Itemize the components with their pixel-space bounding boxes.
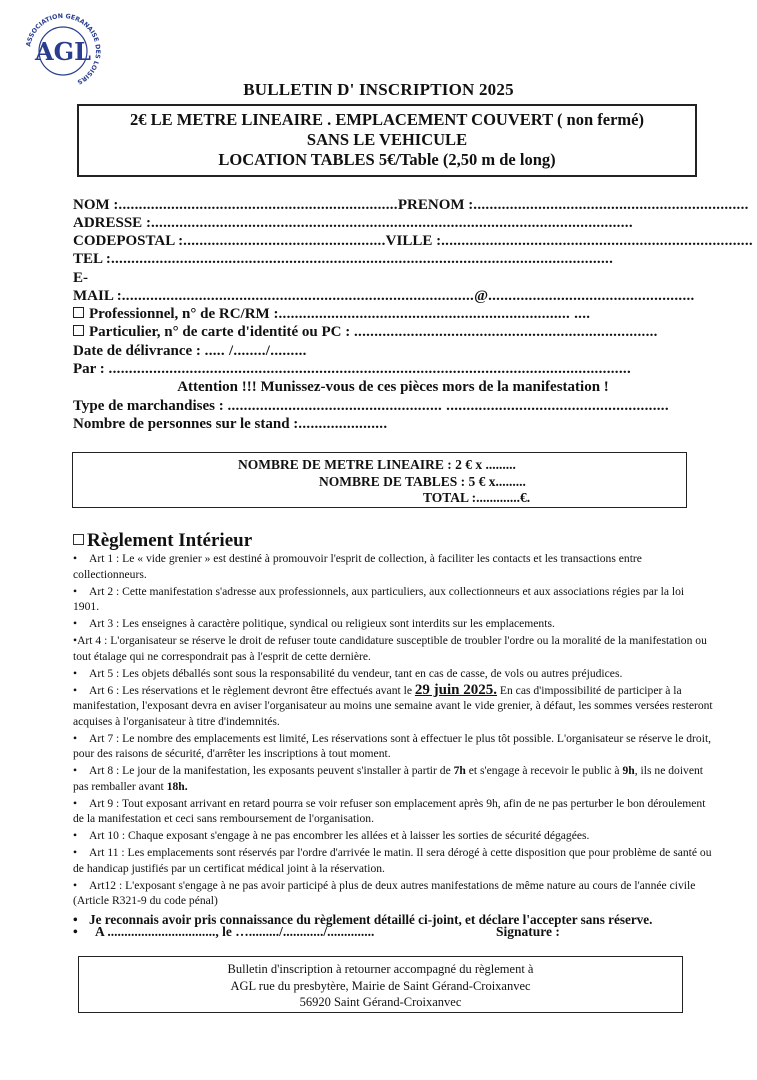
return-line-3: 56920 Saint Gérand-Croixanvec bbox=[299, 995, 462, 1009]
particulier-field[interactable]: ........................................................................... bbox=[353, 324, 658, 340]
email-at: @ bbox=[474, 288, 489, 304]
reglement-checkbox-icon bbox=[73, 534, 84, 545]
nombre-personnes-label: Nombre de personnes sur le stand : bbox=[73, 416, 299, 432]
reglement-articles bbox=[73, 551, 713, 928]
par-row bbox=[73, 361, 631, 378]
adresse-field[interactable]: ....................................................................................................................... bbox=[150, 215, 633, 231]
prenom-field[interactable]: .................................................................... bbox=[473, 197, 749, 213]
article-12: • Art12 : L'exposant s'engage à ne pas avoir participé à plus de deux autres manifestations de même nature au cours de l'année civile (Article R321-9 du code pénal) bbox=[73, 878, 696, 907]
date-delivrance-field[interactable]: ..... /......../......... bbox=[204, 343, 307, 359]
article-7: • Art 7 : Le nombre des emplacements est limité, Les réservations sont à effectuer le plus tôt possible. L'organisateur se réserve le droit, pour des raisons de sécurité, d'arrêter les inscriptions à tout moment. bbox=[73, 731, 712, 760]
date-delivrance-label: Date de délivrance : bbox=[73, 343, 201, 359]
nom-prenom-row bbox=[73, 197, 749, 214]
email-prefix: E- bbox=[73, 270, 88, 286]
total-line[interactable]: TOTAL :.............€. bbox=[423, 490, 531, 505]
lieu-label: A bbox=[95, 924, 105, 939]
tel-field[interactable]: ............................................................................................................................ bbox=[110, 251, 614, 267]
prenom-label: PRENOM : bbox=[397, 197, 474, 213]
codepostal-field[interactable]: .................................................. bbox=[183, 233, 386, 249]
acknowledgement: • Je reconnais avoir pris connaissance du règlement détaillé ci-joint, et déclare l'accepter sans réserve. bbox=[73, 911, 653, 927]
article-9: • Art 9 : Tout exposant arrivant en retard pourra se voir refuser son emplacement après 9h, afin de ne pas perturber le bon déroulement de la manifestation et ceci sans remboursement de l'organisation. bbox=[73, 796, 706, 825]
particulier-checkbox[interactable] bbox=[73, 325, 84, 336]
return-line-1: Bulletin d'inscription à retourner accompagné du règlement à bbox=[227, 962, 534, 976]
particulier-label: Particulier, n° de carte d'identité ou PC : bbox=[89, 324, 351, 340]
date-label: , le bbox=[215, 924, 232, 939]
type-marchandises-row bbox=[73, 398, 669, 415]
tel-label: TEL : bbox=[73, 251, 111, 267]
email-local-field[interactable]: ....................................................................................... bbox=[121, 288, 475, 304]
professionnel-checkbox[interactable] bbox=[73, 307, 84, 318]
attention-notice: Attention !!! Munissez-vous de ces pièces mors de la manifestation ! bbox=[177, 379, 609, 395]
particulier-row bbox=[73, 324, 658, 341]
type-marchandises-field[interactable]: ..................................................... ....................................................... bbox=[227, 398, 669, 414]
pricing-line-3: LOCATION TABLES 5€/Table (2,50 m de long) bbox=[218, 150, 556, 169]
nombre-personnes-row bbox=[73, 416, 387, 433]
ville-field[interactable]: ............................................................................. bbox=[441, 233, 753, 249]
deadline-date: 29 juin 2025. bbox=[414, 681, 497, 698]
return-address-box bbox=[78, 956, 683, 1013]
tel-row bbox=[73, 251, 613, 268]
pricing-line-1: 2€ LE METRE LINEAIRE . EMPLACEMENT COUVERT ( non fermé) bbox=[129, 110, 644, 129]
metres-lineaires-line[interactable]: NOMBRE DE METRE LINEAIRE : 2 € x ......... bbox=[238, 457, 516, 472]
email-label: MAIL : bbox=[73, 288, 122, 304]
email-row bbox=[73, 288, 695, 305]
email-domain-field[interactable]: ................................................... bbox=[488, 288, 695, 304]
signature-line: • A ................................, le …........./............/.............. Signature : bbox=[73, 924, 560, 939]
article-2: • Art 2 : Cette manifestation s'adresse aux professionnels, aux particuliers, aux collectionneurs et aux associations régies par la loi 1901. bbox=[73, 584, 685, 613]
nom-field[interactable]: ..................................................................... bbox=[118, 197, 398, 213]
pricing-info-box bbox=[77, 104, 697, 177]
logo-letters: AGL bbox=[35, 37, 91, 66]
par-field[interactable]: ................................................................................................................................. bbox=[108, 361, 631, 377]
date-delivrance-row bbox=[73, 343, 307, 360]
par-label: Par : bbox=[73, 361, 105, 377]
pricing-line-2: SANS LE VEHICULE bbox=[306, 130, 468, 149]
codepostal-ville-row bbox=[73, 233, 753, 250]
professionnel-label: Professionnel, n° de RC/RM : bbox=[89, 306, 279, 322]
codepostal-label: CODEPOSTAL : bbox=[73, 233, 184, 249]
page-title: BULLETIN D' INSCRIPTION 2025 bbox=[243, 80, 514, 99]
article-10: • Art 10 : Chaque exposant s'engage à ne pas encombrer les allées et à laisser les sorties de sécurité dégagées. bbox=[73, 829, 590, 842]
nombre-personnes-field[interactable]: ...................... bbox=[298, 416, 388, 432]
totals-box bbox=[72, 452, 687, 508]
nom-label: NOM : bbox=[73, 197, 119, 213]
signature-label[interactable]: Signature : bbox=[496, 924, 560, 939]
ville-label: VILLE : bbox=[385, 233, 442, 249]
lieu-field[interactable]: ................................ bbox=[107, 924, 216, 939]
article-5: • Art 5 : Les objets déballés sont sous la responsabilité du vendeur, tant en cas de casse, de vols ou autres préjudices. bbox=[73, 666, 623, 680]
reglement-title-text: Règlement Intérieur bbox=[87, 530, 253, 551]
adresse-label: ADRESSE : bbox=[73, 215, 151, 231]
article-8: • Art 8 : Le jour de la manifestation, les exposants peuvent s'installer à partir de 7h et s'engage à recevoir le public à 9h, ils ne doivent pas remballer avant 18h. bbox=[73, 764, 704, 793]
return-line-2: AGL rue du presbytère, Mairie de Saint Gérand-Croixanvec bbox=[230, 978, 531, 993]
type-marchandises-label: Type de marchandises : bbox=[73, 398, 224, 414]
article-3: • Art 3 : Les enseignes à caractère politique, syndical ou religieux sont interdits sur les emplacements. bbox=[73, 617, 555, 630]
article-6: • Art 6 : Les réservations et le règlement devront être effectués avant le 29 juin 2025. En cas d'impossibilité de participer à la manifestation, l'exposant devra en aviser l'organisateur au moins une semaine avant le vide grenier, à défaut, les sommes versées resteront acquises à l'organisateur à titre d'indemnités. bbox=[73, 681, 713, 728]
date-field[interactable]: …........./............/.............. bbox=[235, 924, 375, 939]
article-4: •Art 4 : L'organisateur se réserve le droit de refuser toute candidature susceptible de troubler l'ordre ou la moralité de la manifestation ou tout étalage qui ne correspondrait pas à l'esprit de cette dernière. bbox=[73, 634, 707, 663]
reglement-title bbox=[73, 530, 252, 552]
professionnel-row bbox=[73, 306, 590, 323]
article-11: • Art 11 : Les emplacements sont réservés par l'ordre d'arrivée le matin. Il sera dérogé à cette disposition que pour problème de santé ou de handicap justifiés par un certificat médical joint à la réservation. bbox=[73, 846, 712, 875]
adresse-row bbox=[73, 215, 633, 232]
article-1: • Art 1 : Le « vide grenier » est destiné à promouvoir l'esprit de collection, à faciliter les contacts et les transactions entre collectionneurs. bbox=[73, 552, 642, 581]
logo-ring-text: ASSOCIATION GERANAISE DES LOISIRS bbox=[25, 12, 102, 86]
professionnel-field[interactable]: ........................................................................ .... bbox=[278, 306, 591, 322]
nombre-tables-line[interactable]: NOMBRE DE TABLES : 5 € x......... bbox=[319, 474, 526, 489]
